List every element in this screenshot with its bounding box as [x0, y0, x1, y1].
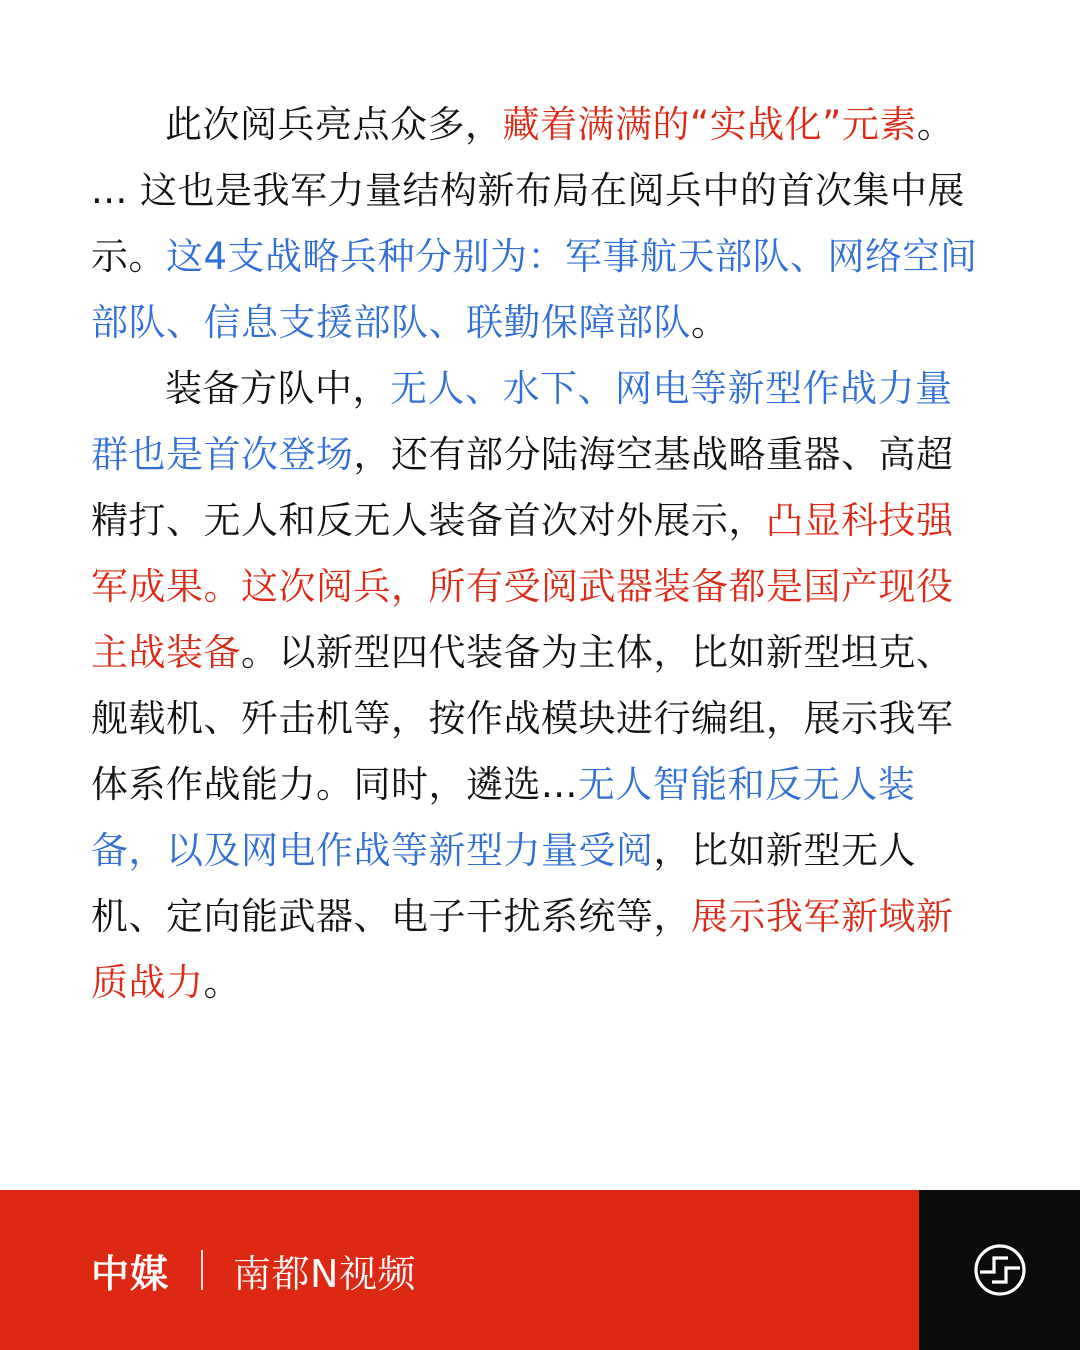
highlight-red: 藏着满满的“实战化”元素 [502, 103, 917, 146]
nandu-logo-icon [972, 1242, 1028, 1298]
highlight-blue: 这4支战略兵种分别为：军事航天部队、网络空间部队、信息支援部队、联勤保障部队 [91, 235, 978, 344]
footer-logo-area [919, 1190, 1080, 1350]
paragraph-1 [91, 92, 986, 356]
footer-source-label: 中媒 [91, 1251, 170, 1296]
highlight-red: 凸显科技强军成果。这次阅兵，所有受阅武器装备都是国产现役主战装备 [91, 499, 954, 674]
text-segment: 。 [691, 301, 729, 344]
footer-brand-area [0, 1190, 919, 1350]
text-segment: 。 ... 这也是我军力量结构新布局在阅兵中的首次集中展示。 [91, 103, 966, 278]
highlight-blue: 无人智能和反无人装备，以及网电作战等新型力量受阅 [91, 763, 916, 872]
text-segment: ，还有部分陆海空基战略重器、高超精打、无人和反无人装备首次对外展示， [91, 433, 954, 542]
text-segment: ，比如新型无人机、定向能武器、电子干扰系统等， [91, 829, 916, 938]
text-segment: 。以新型四代装备为主体，比如新型坦克、舰载机、歼击机等，按作战模块进行编组，展示我军体系作战能力。同时，遴选... [91, 631, 954, 806]
footer-publisher-label: 南都N视频 [233, 1251, 416, 1296]
paragraph-2 [91, 356, 986, 1016]
footer-divider [201, 1250, 203, 1290]
highlight-red: 展示我军新域新质战力 [91, 895, 954, 1004]
text-segment: 此次阅兵亮点众多， [165, 103, 503, 146]
highlight-blue: 无人、水下、网电等新型作战力量群也是首次登场 [91, 367, 953, 476]
text-segment: 。 [203, 961, 241, 1004]
text-segment: 装备方队中， [165, 367, 390, 410]
footer-bar [0, 1190, 1080, 1350]
article-body [91, 92, 986, 1016]
